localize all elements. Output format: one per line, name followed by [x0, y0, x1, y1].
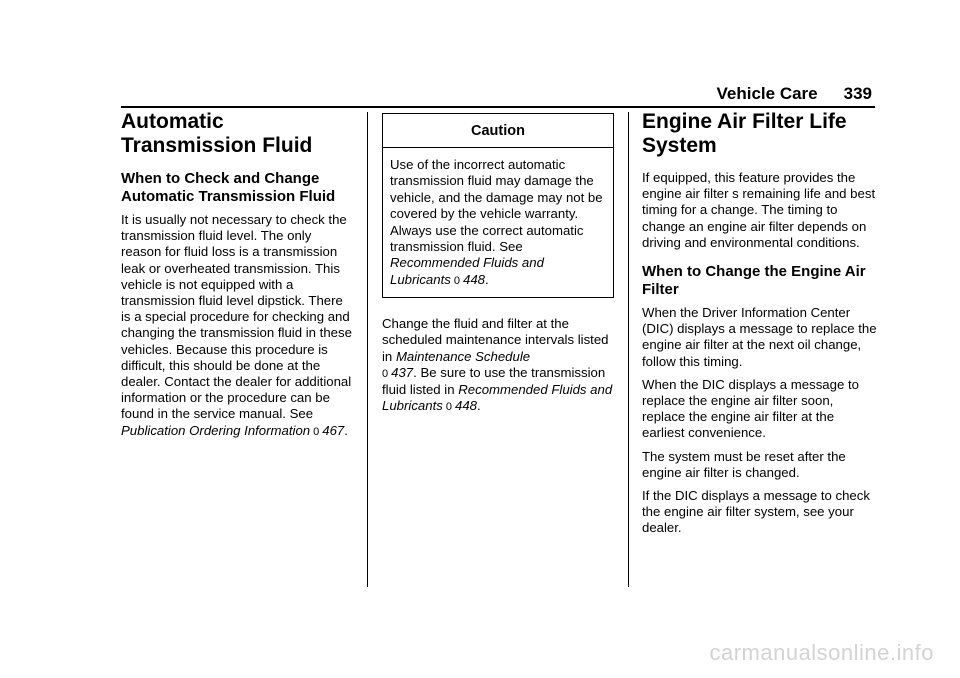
- paragraph-feature-intro: If equipped, this feature provides the engine air filter s remaining life and best timing for a change. The timing to change an engine air filter depends on driving and environmental conditions.: [642, 170, 876, 250]
- paragraph-replace-soon: When the DIC displays a message to replace the engine air filter soon, replace the engine air filter at the earliest convenience.: [642, 376, 859, 441]
- column-3: [642, 110, 878, 537]
- column-1: [121, 110, 353, 447]
- period: .: [344, 422, 348, 438]
- header-divider: [121, 106, 875, 108]
- paragraph-text: . Be sure to use the transmission fluid listed in: [382, 364, 606, 398]
- paragraph-check-system: If the DIC displays a message to check the engine air filter system, see your dealer.: [642, 488, 870, 536]
- page-ref-number[interactable]: 448: [454, 398, 477, 414]
- recommended-fluids-link[interactable]: Recommended Fluids and Lubricants: [390, 255, 544, 287]
- paragraph-text: It is usually not necessary to check the transmission fluid level. The only reason for fluid loss is a transmission leak or overheated transmission. This vehicle is not equipped with a transmission fluid level dipstick. There is a special procedure for checking and changing the transmission fluid in these vehicles. Because this procedure is difficult, this should be done at the dealer. Contact the dealer for additional information or the procedure can be found in the service manual. See: [121, 212, 352, 422]
- page-ref-symbol: 0: [445, 401, 452, 414]
- caution-title: Caution: [383, 114, 613, 148]
- page-ref-number[interactable]: 437: [391, 364, 414, 380]
- period: .: [485, 271, 489, 287]
- paragraph-reset-system: The system must be reset after the engine air filter is changed.: [642, 448, 846, 480]
- page-ref-symbol: 0: [453, 274, 460, 287]
- page-ref-number[interactable]: 467: [322, 422, 345, 438]
- page-ref-number[interactable]: 448: [462, 271, 485, 287]
- publication-ordering-link[interactable]: Publication Ordering Information: [121, 422, 311, 438]
- section-title: Vehicle Care: [716, 84, 818, 103]
- paragraph-next-oil-change: When the Driver Information Center (DIC) displays a message to replace the engine air filter at the next oil change, follow this timing.: [642, 305, 877, 369]
- caution-box: [382, 113, 614, 298]
- watermark: carmanualsonline.info: [709, 640, 934, 665]
- paragraph-check-fluid: [121, 212, 353, 440]
- subheading-when-to-change: When to Change the Engine Air Filter: [642, 263, 866, 299]
- period: .: [477, 398, 481, 414]
- column-divider-1: [367, 112, 368, 587]
- paragraph-change-fluid: [382, 316, 614, 415]
- section-heading-transmission-fluid: Automatic Transmission Fluid: [121, 110, 313, 157]
- paragraph-text: Change the fluid and filter at the scheduled maintenance intervals listed in: [382, 316, 609, 364]
- subheading-when-to-check: When to Check and Change Automatic Transmission Fluid: [121, 170, 336, 205]
- page-ref-symbol: 0: [313, 425, 320, 438]
- caution-text: Use of the incorrect automatic transmission fluid may damage the vehicle, and the damage may not be covered by the vehicle warranty. Always use the correct automatic transmission fluid. See: [390, 157, 603, 255]
- page-number: 339: [843, 84, 872, 103]
- caution-body: [383, 148, 613, 297]
- column-2: [382, 110, 614, 422]
- page-ref-symbol: 0: [382, 367, 389, 380]
- recommended-fluids-link[interactable]: Recommended Fluids and Lubricants: [382, 382, 613, 414]
- page-header: [717, 84, 873, 104]
- section-heading-air-filter-life: Engine Air Filter Life System: [642, 110, 847, 157]
- column-divider-2: [628, 112, 629, 587]
- maintenance-schedule-link[interactable]: Maintenance Schedule: [395, 348, 531, 364]
